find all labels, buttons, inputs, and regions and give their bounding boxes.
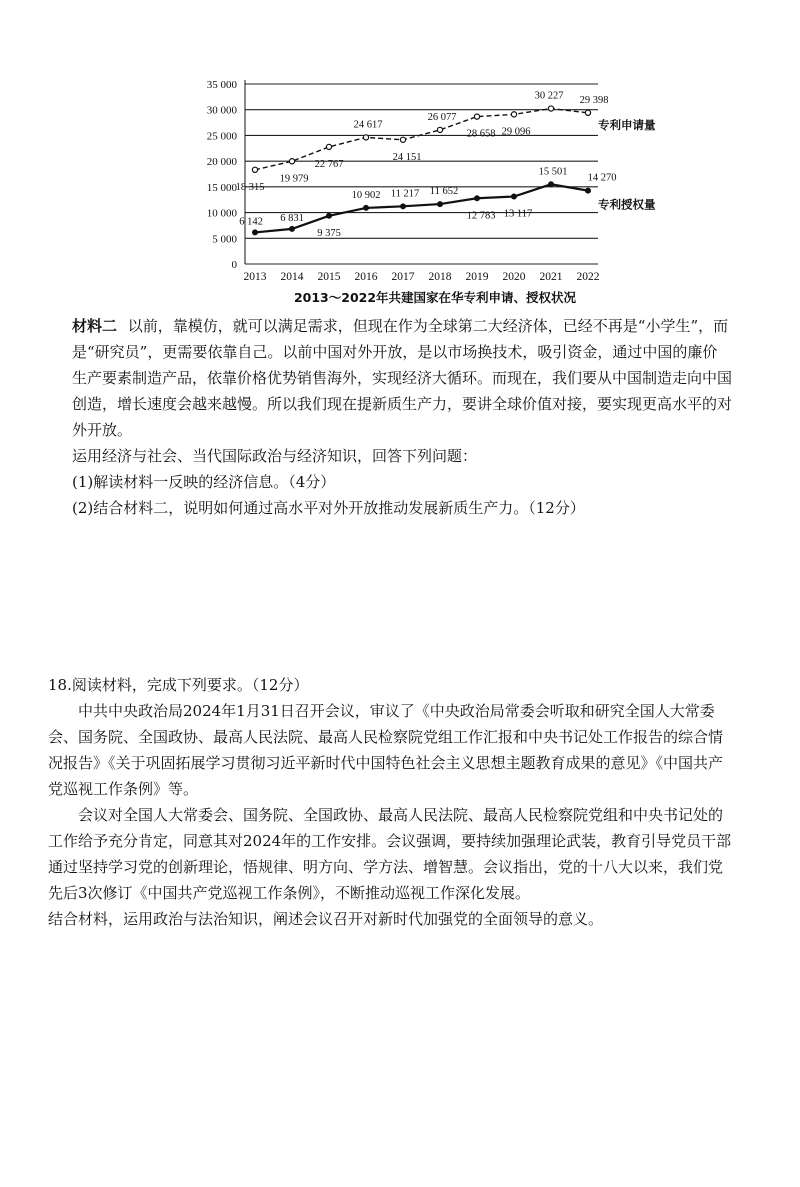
question-18-block (48, 672, 732, 932)
y-tick-label: 0 (231, 259, 237, 271)
x-tick-label: 2017 (391, 271, 415, 283)
chart-series (236, 91, 656, 239)
data-point (326, 144, 331, 149)
data-point (586, 188, 591, 193)
data-point (252, 167, 257, 172)
data-point (253, 230, 258, 235)
data-point (290, 226, 295, 231)
data-point (363, 135, 368, 140)
x-axis-tick-labels (244, 271, 600, 283)
data-point (437, 127, 442, 132)
question-18-task: 结合材料，运用政治与法治知识，阐述会议召开对新时代加强党的全面领导的意义。 (48, 910, 604, 928)
data-label: 28 658 (466, 128, 496, 140)
series-line-grants (255, 184, 588, 232)
question-17-sub-1: (1)解读材料一反映的经济信息。（4分） (72, 473, 336, 491)
data-point (400, 137, 405, 142)
x-tick-label: 2016 (354, 271, 378, 283)
y-tick-label: 5 000 (212, 233, 237, 246)
data-label: 24 617 (353, 119, 383, 131)
data-point (289, 159, 294, 164)
data-label: 6 831 (280, 212, 304, 224)
x-tick-label: 2020 (502, 271, 526, 283)
data-point (401, 204, 406, 209)
data-label: 15 501 (538, 166, 568, 178)
series-name-label: 专利授权量 (598, 199, 656, 212)
data-label: 9 375 (317, 227, 341, 239)
data-label: 29 096 (501, 126, 531, 138)
patent-line-chart (190, 72, 680, 287)
question-17-prompt: 运用经济与社会、当代国际政治与经济知识，回答下列问题： (72, 447, 478, 465)
data-point (549, 182, 554, 187)
data-point (585, 110, 590, 115)
data-point (327, 213, 332, 218)
x-tick-label: 2013 (243, 271, 267, 283)
data-label: 12 783 (466, 210, 496, 222)
x-tick-label: 2018 (428, 271, 452, 283)
material-2-label: 材料二 (72, 317, 118, 335)
data-label: 22 767 (314, 158, 344, 170)
data-point (511, 112, 516, 117)
chart-caption: 2013～2022年共建国家在华专利申请、授权状况 (293, 290, 577, 305)
data-label: 24 151 (392, 151, 422, 163)
data-point (475, 196, 480, 201)
question-17-sub-2: (2)结合材料二，说明如何通过高水平对外开放推动发展新质生产力。（12分） (72, 499, 585, 517)
y-tick-label: 10 000 (206, 207, 237, 220)
y-tick-label: 15 000 (206, 181, 237, 194)
y-axis-tick-labels (207, 79, 238, 271)
data-label: 11 652 (429, 186, 459, 198)
question-18-paragraph-1: 中共中央政治局2024年1月31日召开会议，审议了《中央政治局常委会听取和研究全国人大常委会、国务院、全国政协、最高人民法院、最高人民检察院党组工作汇报和中央书记处工作报告的综合情况报告》《关于巩固拓展学习贯彻习近平新时代中国特色社会主义思想主题教育成果的意见》《中国共产党巡视工作条例》等。 (48, 702, 724, 798)
x-tick-label: 2015 (317, 271, 341, 283)
data-point (438, 202, 443, 207)
data-label: 14 270 (587, 172, 617, 184)
data-label: 18 315 (235, 181, 265, 193)
series-name-label: 专利申请量 (598, 119, 656, 132)
data-point (512, 194, 517, 199)
data-label: 6 142 (239, 216, 263, 228)
y-tick-label: 35 000 (206, 79, 237, 91)
x-tick-label: 2014 (280, 271, 304, 283)
question-18-heading: 18.阅读材料，完成下列要求。（12分） (48, 676, 309, 694)
data-point (364, 206, 369, 211)
data-label: 29 398 (579, 94, 609, 106)
material-2-text: 以前，靠模仿，就可以满足需求，但现在作为全球第二大经济体，已经不再是“小学生”，而是“研究员”，更需要依靠自己。以前中国对外开放，是以市场换技术，吸引资金，通过中国的廉价生产要素制造产品，依靠价格优势销售海外，实现经济大循环。而现在，我们要从中国制造走向中国创造，增长速度会越来越慢。所以我们现在提新质生产力，要讲全球价值对接，要实现更高水平的对外开放。 (72, 317, 733, 439)
data-label: 30 227 (534, 90, 564, 102)
x-tick-label: 2019 (465, 271, 489, 283)
question-18-paragraph-2: 会议对全国人大常委会、国务院、全国政协、最高人民法院、最高人民检察院党组和中央书记处的工作给予充分肯定，同意其对2024年的工作安排。会议强调，要持续加强理论武装，教育引导党员干部通过坚持学习党的创新理论，悟规律、明方向、学方法、增智慧。会议指出，党的十八大以来，我们党先后3次修订《中国共产党巡视工作条例》，不断推动巡视工作深化发展。 (48, 806, 732, 902)
x-tick-label: 2022 (576, 271, 600, 283)
data-point (474, 114, 479, 119)
data-label: 13 117 (503, 208, 533, 220)
question-17-block (72, 313, 732, 521)
x-tick-label: 2021 (539, 271, 563, 283)
data-label: 26 077 (427, 111, 457, 123)
data-label: 10 902 (351, 189, 381, 201)
y-tick-label: 25 000 (206, 130, 237, 143)
y-tick-label: 20 000 (206, 156, 237, 169)
data-label: 11 217 (390, 188, 420, 200)
data-label: 19 979 (279, 173, 309, 185)
y-tick-label: 30 000 (206, 104, 237, 117)
data-point (548, 106, 553, 111)
